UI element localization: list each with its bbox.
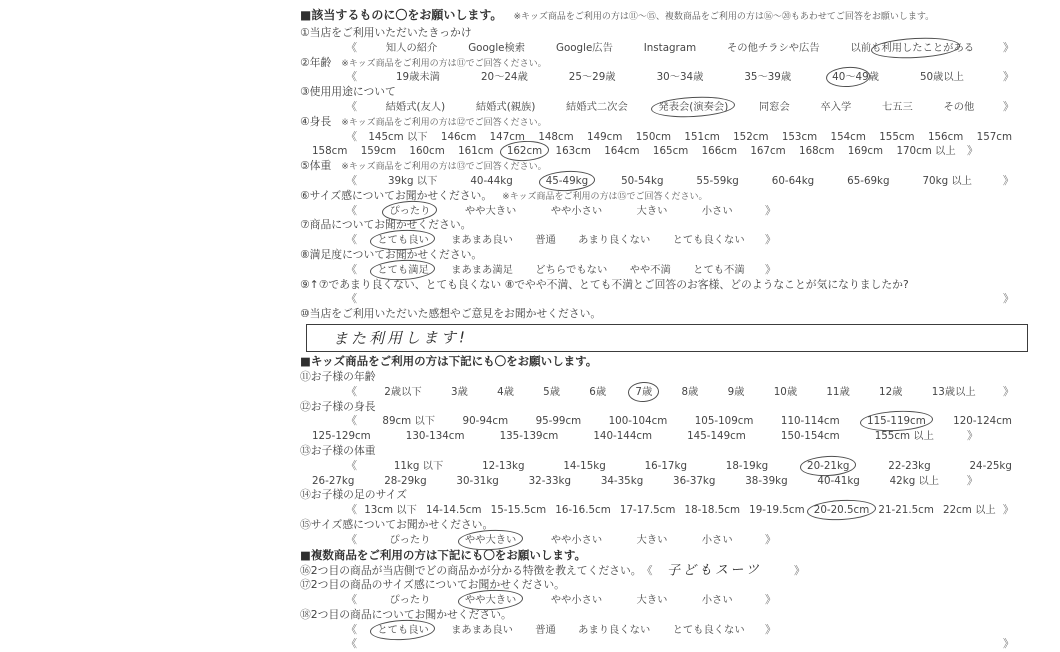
option: 26-27kg [312,474,355,487]
option: 35〜39歳 [744,71,792,84]
option: 39kg 以下 [387,174,438,187]
option: やや小さい [550,594,603,607]
option: 70kg 以上 [922,174,972,187]
option: あまり良くない [578,623,651,636]
option: 135-139cm [499,430,559,443]
option: 145-149cm [687,430,746,443]
question-label [300,488,1048,503]
option: 110-114cm [780,415,840,428]
handwritten-answer: 子どもスーツ [666,562,762,578]
option: 9歳 [727,385,745,398]
question-text: ⑦商品についてお聞かせください。 [300,218,472,232]
form-body [300,26,1048,652]
option: 2歳以下 [384,385,422,398]
close-bracket-mark: 》 [1002,384,1014,398]
option: 大きい [636,204,668,217]
option: 15-15.5cm [490,504,547,517]
option: あまり良くない [578,234,651,247]
option: ぴったり [389,594,431,607]
question-label [300,85,1048,100]
form-header-title: ■該当するものに〇をお願いします。 [300,8,503,22]
question-text: ⑩当店をご利用いただいた感想やご意見をお聞かせください。 [300,307,602,321]
open-bracket-mark: 《 [346,40,357,54]
options-row [346,637,1014,652]
option: 65-69kg [847,174,890,187]
close-bracket-mark: 》 [764,233,776,247]
option: 120-124cm [953,415,1012,428]
options-row [346,233,776,248]
option: 150-154cm [780,430,840,443]
option: 8歳 [681,385,699,398]
open-bracket-mark: 《 [346,503,357,517]
section-header: ■複数商品をご利用の方は下記にも〇をお願いします。 [300,547,586,562]
option: 22-23kg [888,459,931,472]
option: 5歳 [543,385,561,398]
option: 156cm [927,130,964,143]
option: 140-144cm [593,430,653,443]
question-label [300,518,1048,533]
option: 163cm [555,145,591,158]
option: 大きい [636,594,668,607]
question-label [300,578,1048,593]
close-bracket-mark: 》 [1003,637,1014,651]
options-row [346,623,776,638]
question-note: ※キッズ商品をご利用の方は⑪でご回答ください。 [341,58,547,69]
option: 130-134cm [405,430,465,443]
option: 10歳 [773,385,798,398]
question-text: ⑥サイズ感についてお聞かせください。 [300,188,493,202]
option: 25〜29歳 [568,71,616,84]
options-row [346,533,776,548]
close-bracket-mark: 》 [764,262,776,276]
option: 152cm [733,130,769,143]
option: 14-14.5cm [426,504,482,517]
open-bracket-mark: 《 [346,262,357,276]
open-bracket-mark: 《 [346,173,357,187]
option: まあまあ満足 [451,263,513,276]
options-row [310,474,978,489]
question-text: ②年齢 [300,55,332,69]
option: 18-18.5cm [684,504,740,517]
option-circled: 20-21kg [807,459,850,472]
question-note: ※キッズ商品をご利用の方は⑬でご回答ください。 [341,162,547,173]
handwritten-comment: また利用します! [332,328,469,349]
inline-answer-row [300,564,805,579]
option-circled: とても満足 [377,263,429,276]
option: まあまあ良い [451,234,513,247]
option: 小さい [701,204,733,217]
question-text: ⑭お子様の足のサイズ [300,488,408,502]
option: 12-13kg [482,459,525,472]
section-header: ■キッズ商品をご利用の方は下記にも〇をお願いします。 [300,353,598,368]
options-row [346,41,1014,56]
question-text: ⑫お子様の身長 [300,399,376,413]
option: 4歳 [497,385,514,398]
options-row [346,292,1014,307]
option: 164cm [604,145,640,158]
option: 21-21.5cm [878,504,934,517]
option: やや小さい [550,533,603,546]
option: 22cm 以上 [943,504,996,517]
option: 155cm [879,130,915,143]
option: 168cm [799,145,835,158]
option: その他チラシや広告 [726,41,820,54]
options-row [310,429,978,444]
options-row [346,130,1014,145]
question-note: ※キッズ商品をご利用の方は⑮でご回答ください。 [502,191,708,202]
option-circled: とても良い [377,234,429,247]
question-label [300,248,1048,263]
close-bracket-mark: 》 [764,622,776,636]
question-text: ⑱2つ目の商品についてお聞かせください。 [300,607,512,621]
option-circled: とても良い [377,623,429,636]
close-bracket-mark: 》 [966,429,978,443]
options-row [346,100,1014,115]
option: 19歳未満 [395,71,440,84]
form-header-note: ※キッズ商品をご利用の方は⑪〜⑮、複数商品をご利用の方は⑯〜⑳もあわせてご回答をお願いします。 [513,12,935,22]
option: やや不満 [629,263,671,276]
option: 148cm [538,130,574,143]
option: 11歳 [826,385,850,398]
option: 30〜34歳 [656,71,704,84]
option: 105-109cm [694,415,754,428]
option: 55-59kg [696,174,739,187]
close-bracket-mark: 》 [765,203,776,217]
question-label [300,307,1048,322]
question-text: ⑯2つ目の商品が当店側でどの商品かが分かる特徴を教えてください。 [300,563,642,577]
option: Instagram [643,41,697,54]
option: 146cm [440,130,477,143]
option: どちらでもない [535,263,608,276]
option: 40-41kg [817,474,860,487]
option: 95-99cm [535,415,582,428]
open-bracket-mark: 《 [346,593,357,607]
option: 大きい [636,533,668,546]
option: 卒入学 [820,100,852,113]
option: 167cm [750,145,786,158]
close-bracket-mark: 》 [1002,173,1014,187]
option: 17-17.5cm [619,504,676,517]
options-row [346,385,1014,400]
question-label [300,608,1048,623]
question-label [300,26,1048,41]
question-text: ⑧満足度についてお聞かせください。 [300,247,483,261]
close-bracket-mark: 》 [1003,292,1014,306]
option: 6歳 [589,385,607,398]
open-bracket-mark: 《 [346,70,357,84]
option: 155cm 以上 [874,430,934,443]
option-circled: やや大きい [464,594,517,607]
open-bracket-mark: 《 [346,414,357,428]
option: 13cm 以下 [364,504,417,517]
open-bracket-mark: 《 [346,637,357,651]
form-header [300,6,1048,26]
option-circled: 45-49kg [545,174,589,187]
option: 149cm [587,130,623,143]
option: 普通 [535,234,556,247]
question-label [300,189,1048,204]
option: やや小さい [550,204,603,217]
option: 50-54kg [621,174,664,187]
question-text: ⑤体重 [300,159,332,173]
option: その他 [943,100,975,113]
option-circled: ぴったり [389,204,431,217]
question-text: ⑨↑⑦であまり良くない、とても良くない ⑧でやや不満、とても不満とご回答のお客様、どのようなことが気になりましたか? [300,277,909,291]
close-bracket-mark: 》 [967,144,978,158]
option: とても良くない [672,623,745,636]
close-bracket-mark: 》 [1002,40,1014,54]
option: 40-44kg [470,174,513,187]
option: 20〜24歳 [480,71,528,84]
options-row [346,593,776,608]
option: 50歳以上 [919,71,964,84]
option: 3歳 [450,385,468,398]
option: 知人の紹介 [385,41,438,54]
question-label [300,444,1048,459]
option: 11kg 以下 [393,459,444,472]
open-bracket-mark: 《 [346,233,357,247]
open-bracket-mark: 《 [346,384,357,398]
options-row [346,414,1014,429]
close-bracket-mark: 》 [1002,70,1014,84]
question-text: ⑬お子様の体重 [300,443,376,457]
options-row [346,70,1014,85]
option-circled: 以前も利用したことがある [850,41,975,54]
options-row [346,263,776,278]
question-text: ⑪お子様の年齢 [300,369,376,383]
option: 16-16.5cm [555,504,611,517]
option-circled: やや大きい [464,533,517,546]
option: やや大きい [464,204,517,217]
open-bracket-mark: 《 [346,129,357,143]
option: ぴったり [389,533,431,546]
option: Google検索 [468,41,526,54]
option: 12歳 [879,385,903,398]
option: 30-31kg [456,474,499,487]
question-label [300,278,1048,293]
options-row [346,459,1014,474]
option: 28-29kg [384,474,427,487]
option: 34-35kg [600,474,644,487]
option-circled: 7歳 [635,385,653,398]
question-label [300,400,1048,415]
option: 32-33kg [528,474,572,487]
option: 165cm [652,145,689,158]
option: 151cm [684,130,720,143]
option: とても不満 [693,263,745,276]
option: 14-15kg [563,459,606,472]
option-circled: 162cm [506,145,543,158]
option: Google広告 [555,41,613,54]
option: 結婚式(親族) [475,100,536,113]
question-note: ※キッズ商品をご利用の方は⑫でご回答ください。 [341,117,547,128]
open-bracket-mark: 《 [641,563,653,577]
options-row [346,503,1014,518]
options-row [346,204,776,219]
option: 89cm 以下 [382,415,436,428]
option: 小さい [701,533,733,546]
question-label [300,218,1048,233]
scanned-survey-form [300,6,1048,651]
close-bracket-mark: 》 [966,473,978,487]
question-label [300,159,1048,174]
close-bracket-mark: 》 [1002,503,1014,517]
option: 19-19.5cm [749,504,805,517]
option: 60-64kg [771,174,815,187]
free-comment-box [306,324,1028,352]
open-bracket-mark: 《 [346,458,357,472]
open-bracket-mark: 《 [346,292,357,306]
option: 小さい [701,594,733,607]
open-bracket-mark: 《 [346,532,357,546]
option: 158cm [312,145,348,158]
question-text: ①当店をご利用いただいたきっかけ [300,26,472,39]
option: 166cm [701,145,737,158]
option: まあまあ良い [451,623,513,636]
close-bracket-mark: 》 [765,532,776,546]
option: 159cm [360,145,397,158]
options-row [346,174,1014,189]
option: 13歳以上 [931,385,976,398]
option: 154cm [830,130,866,143]
option: 125-129cm [312,430,371,443]
close-bracket-mark: 》 [1003,99,1014,113]
option-circled: 115-119cm [867,415,926,428]
option: 38-39kg [745,474,788,487]
option: 145cm 以下 [368,130,428,143]
option: 同窓会 [758,100,790,113]
open-bracket-mark: 《 [346,99,357,113]
question-text: ③使用用途について [300,85,396,99]
option: とても良くない [672,234,745,247]
option: 153cm [781,130,818,143]
option: 170cm 以上 [896,145,956,158]
option: 18-19kg [725,459,769,472]
option: 157cm [976,130,1012,143]
option-circled: 発表会(演奏会) [658,100,729,113]
option-circled: 40〜49歳 [832,71,879,84]
question-label [300,56,1048,71]
question-label [300,115,1048,130]
question-label [300,370,1048,385]
option: 42kg 以上 [889,474,940,487]
option: 161cm [458,145,494,158]
option: 169cm [847,145,884,158]
option: 147cm [489,130,525,143]
option: 結婚式(友人) [385,100,446,113]
question-text: ⑰2つ目の商品のサイズ感についてお聞かせください。 [300,578,565,592]
option: 36-37kg [673,474,716,487]
option: 150cm [635,130,672,143]
option: 160cm [409,145,445,158]
open-bracket-mark: 《 [346,622,357,636]
option: 普通 [535,623,556,636]
question-text: ④身長 [300,114,332,128]
option: 24-25kg [969,459,1012,472]
open-bracket-mark: 《 [346,203,357,217]
option-circled: 20-20.5cm [813,504,870,517]
options-row [310,144,978,159]
option: 七五三 [881,100,913,113]
option: 100-104cm [608,415,668,428]
question-text: ⑮サイズ感についてお聞かせください。 [300,517,494,531]
close-bracket-mark: 》 [765,593,776,607]
option: 90-94cm [462,415,509,428]
close-bracket-mark: 》 [794,563,805,577]
option: 16-17kg [644,459,687,472]
option: 結婚式二次会 [565,100,628,113]
